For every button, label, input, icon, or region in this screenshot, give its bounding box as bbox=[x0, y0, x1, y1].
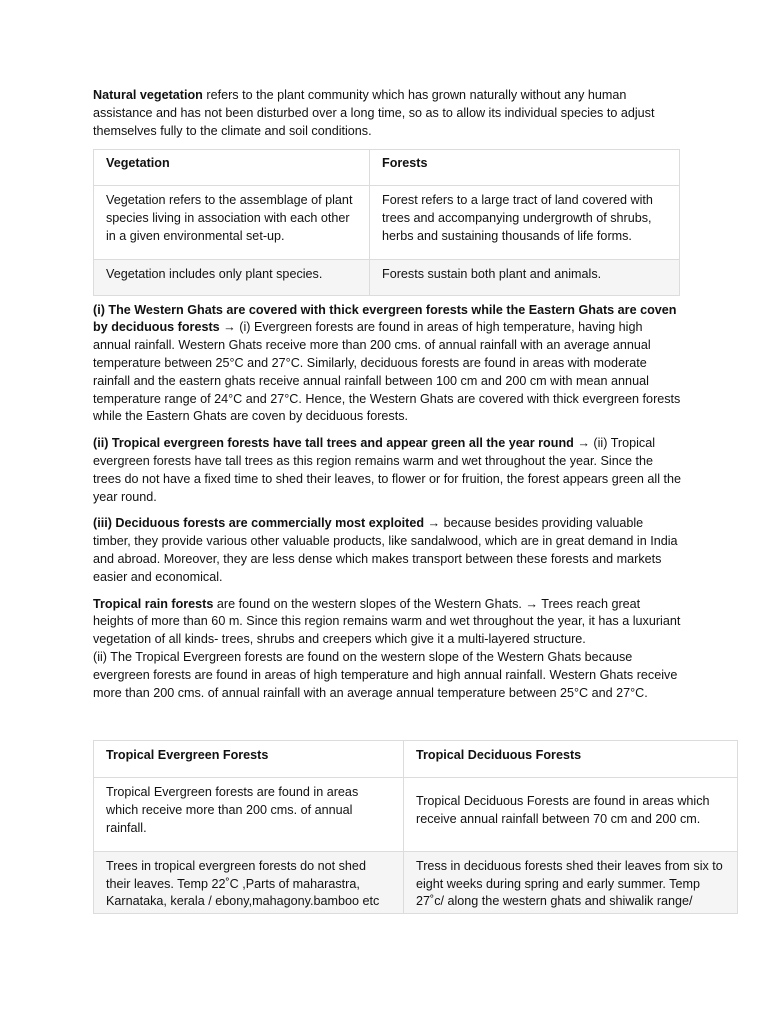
table-cell: Tress in deciduous forests shed their leaves from six to eight weeks during spring and early summer. Temp 27˚c/ along the western ghats and shiwalik range/ bbox=[404, 851, 738, 913]
table-header-cell: Forests bbox=[370, 150, 680, 186]
table-row bbox=[94, 778, 738, 851]
answer-text-continued: (ii) The Tropical Evergreen forests are found on the western slope of the Western Ghats because evergreen forests are found in areas of high temperature and high annual rainfall. Western Ghats receive more than 200 cms. of annual rainfall with an average annual temperature between 25°C and 27°C. bbox=[93, 649, 678, 700]
deciduous-paragraph bbox=[93, 515, 683, 586]
question-heading: (i) The Western Ghats are covered with thick evergreen forests while the Eastern Ghats are coven by deciduous forests bbox=[93, 302, 677, 335]
table-header-row bbox=[94, 741, 738, 778]
table-header-cell: Tropical Evergreen Forests bbox=[94, 741, 404, 778]
answer-text: → (i) Evergreen forests are found in areas of high temperature, having high annual rainfall. Western Ghats receive more than 200 cms. of annual rainfall with an average annual temperature between 25°C and 27°C. Similarly, deciduous forests are found in areas with moderate rainfall and the eastern ghats receive annual rainfall between 100 cm and 200 cm with mean annual temperature range of 24°C and 27°C. Hence, the Western Ghats are covered with thick evergreen forests while the Eastern Ghats are coven by deciduous forests. bbox=[93, 320, 681, 424]
table-cell: Trees in tropical evergreen forests do not shed their leaves. Temp 22˚C ,Parts of maharastra, Karnataka, kerala / ebony,mahagony.bamboo etc bbox=[94, 851, 404, 913]
table-header-cell: Tropical Deciduous Forests bbox=[404, 741, 738, 778]
table-cell: Tropical Deciduous Forests are found in areas which receive annual rainfall between 70 cm and 200 cm. bbox=[404, 778, 738, 851]
question-heading: (ii) Tropical evergreen forests have tall trees and appear green all the year round bbox=[93, 436, 574, 451]
table-cell: Forests sustain both plant and animals. bbox=[370, 259, 680, 295]
answer-text: are found on the western slopes of the Western Ghats. → Trees reach great heights of more than 60 m. Since this region remains warm and wet throughout the year, it has a luxuriant vegetation of all kinds- trees, shrubs and creepers which give it a multi-layered structure. bbox=[93, 596, 681, 647]
answer-text: → because besides providing valuable timber, they provide various other valuable products, like sandalwood, which are in great demand in India and abroad. Moreover, they are less dense which makes transport between these forests and markets easier and economical. bbox=[93, 516, 678, 584]
table-row bbox=[94, 259, 680, 295]
table-row bbox=[94, 186, 680, 259]
question-heading: (iii) Deciduous forests are commercially most exploited bbox=[93, 516, 425, 531]
answer-text: → (ii) Tropical evergreen forests have tall trees as this region remains warm and wet throughout the year. Since the trees do not have a fixed time to shed their leaves, to flower or for fruition, the forest appears green all the year round. bbox=[93, 436, 682, 504]
question-heading: Tropical rain forests bbox=[93, 596, 214, 611]
document-page bbox=[93, 87, 723, 914]
vegetation-forests-table bbox=[93, 149, 680, 295]
intro-paragraph bbox=[93, 87, 683, 140]
evergreen-deciduous-table bbox=[93, 740, 738, 914]
evergreen-paragraph bbox=[93, 435, 683, 506]
table-cell: Forest refers to a large tract of land covered with trees and accompanying undergrowth of shrubs, herbs and sustaining thousands of life forms. bbox=[370, 186, 680, 259]
rain-forests-paragraph bbox=[93, 596, 683, 703]
intro-text: refers to the plant community which has grown naturally without any human assistance and has not been disturbed over a long time, so as to allow its individual species to adjust themselves fully to the climate and soil conditions. bbox=[93, 88, 655, 138]
western-ghats-paragraph bbox=[93, 302, 683, 427]
table-header-row bbox=[94, 150, 680, 186]
intro-term: Natural vegetation bbox=[93, 88, 203, 102]
table-row bbox=[94, 851, 738, 913]
table-cell: Vegetation refers to the assemblage of plant species living in association with each other in a given environmental set-up. bbox=[94, 186, 370, 259]
table-cell: Vegetation includes only plant species. bbox=[94, 259, 370, 295]
table-header-cell: Vegetation bbox=[94, 150, 370, 186]
table-cell: Tropical Evergreen forests are found in areas which receive more than 200 cms. of annual rainfall. bbox=[94, 778, 404, 851]
